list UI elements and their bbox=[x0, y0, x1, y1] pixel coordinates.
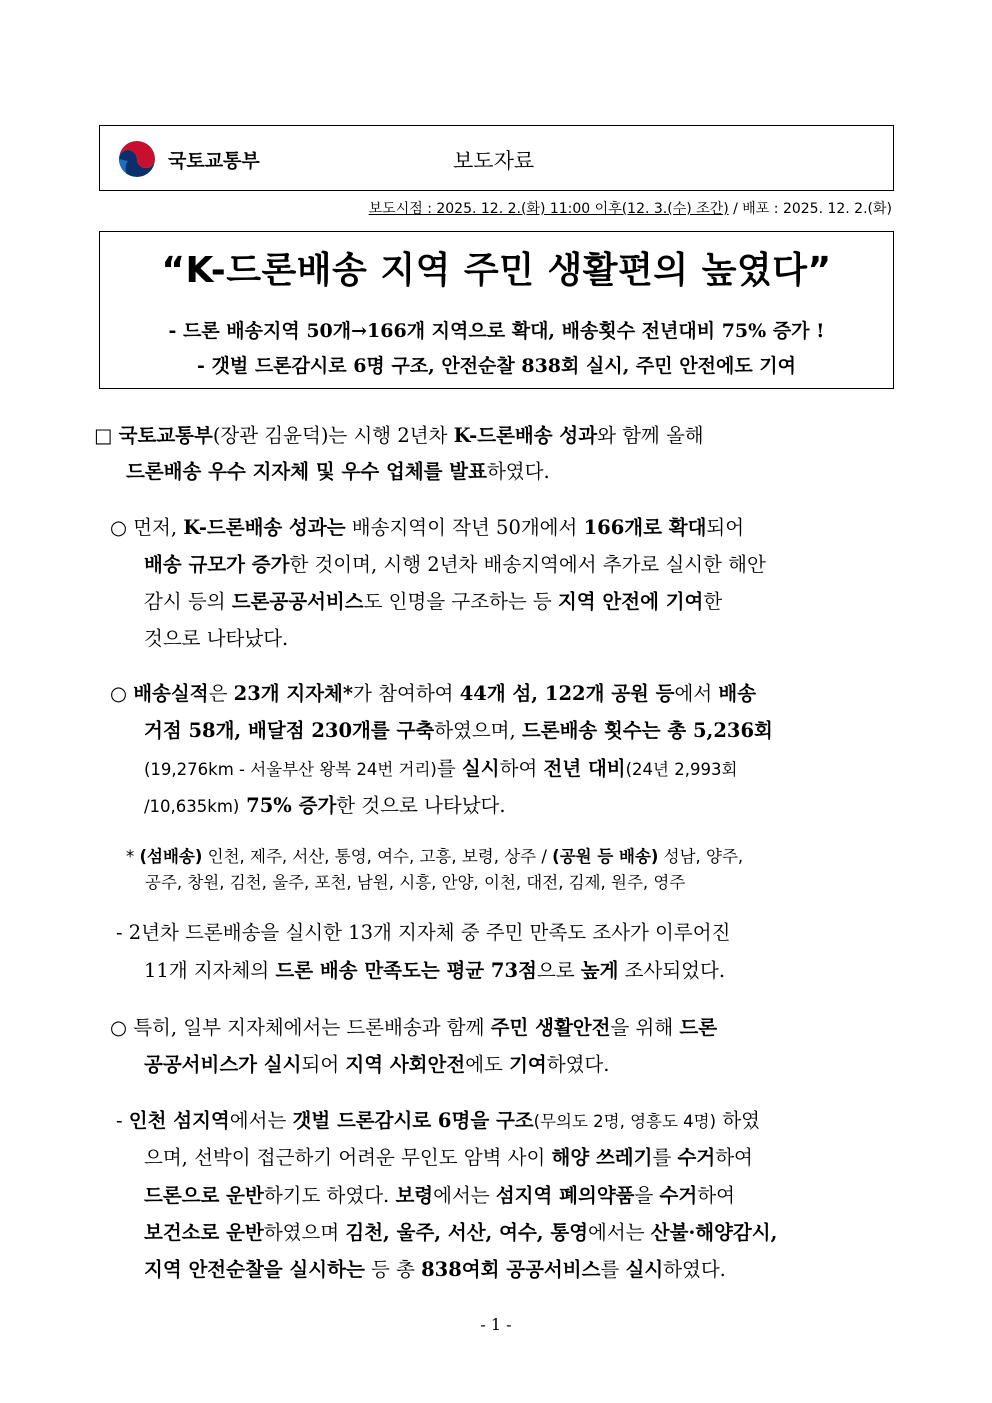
text-bold: 838여회 공공서비스 bbox=[421, 1258, 601, 1281]
text-bold: 보건소로 운반 bbox=[144, 1221, 264, 1244]
text-bold: 주민 생활안전 bbox=[490, 1016, 611, 1039]
text: 하기도 하였다. bbox=[263, 1184, 396, 1207]
text: 를 bbox=[600, 1258, 626, 1281]
text: 감시 등의 bbox=[144, 590, 232, 613]
text: 조사되었다. bbox=[618, 959, 726, 982]
text: 가 참여하여 bbox=[353, 682, 460, 705]
footnote-marker: * bbox=[126, 847, 135, 866]
dash-bullet: - bbox=[116, 921, 123, 944]
text-bold: 김천, 울주, 서산, 여수, 통영 bbox=[345, 1221, 589, 1244]
paragraph-6-line-1 bbox=[116, 1105, 760, 1133]
footnote-line-1 bbox=[126, 843, 743, 867]
dash-bullet: - bbox=[116, 1109, 123, 1132]
text: 하였다. bbox=[486, 460, 550, 483]
text-bold: 공공서비스가 실시 bbox=[144, 1053, 302, 1076]
text: 와 함께 올해 bbox=[597, 424, 704, 447]
paragraph-3-line-3 bbox=[144, 753, 737, 781]
text: 배송지역이 작년 50개에서 bbox=[345, 516, 584, 539]
text: 먼저, bbox=[133, 516, 184, 539]
text: 특히, 일부 지자체에서는 드론배송과 함께 bbox=[133, 1016, 491, 1039]
text: 한 것이며, 시행 2년차 배송지역에서 추가로 실시한 해안 bbox=[289, 553, 766, 576]
text: 에서는 bbox=[433, 1184, 496, 1207]
paragraph-6-line-3 bbox=[144, 1180, 735, 1208]
text: 도 인명을 구조하는 등 bbox=[363, 590, 558, 613]
paragraph-4-line-2 bbox=[144, 955, 725, 983]
text: 를 bbox=[436, 757, 462, 780]
ministry-name: 국토교통부 bbox=[168, 150, 260, 172]
paragraph-1-line-2 bbox=[126, 456, 550, 484]
square-bullet: □ bbox=[94, 424, 113, 447]
document-type: 보도자료 bbox=[453, 149, 535, 173]
circle-bullet: ○ bbox=[110, 682, 128, 705]
text-bold: 배송 규모가 증가 bbox=[144, 553, 290, 576]
text: 한 것으로 나타났다. bbox=[336, 794, 506, 817]
text-bold: K-드론배송 성과 bbox=[453, 424, 598, 447]
text: 은 bbox=[208, 682, 234, 705]
text: 하였으며 bbox=[263, 1221, 346, 1244]
text-bold: 섬지역 폐의약품 bbox=[495, 1184, 635, 1207]
text-small: (19,276km - 서울부산 왕복 24번 거리) bbox=[144, 760, 437, 779]
text-bold: 배송 bbox=[718, 682, 757, 705]
text-bold: 75% 증가 bbox=[239, 794, 337, 817]
text: 11개 지자체의 bbox=[144, 959, 276, 982]
paragraph-2-line-2 bbox=[144, 549, 766, 577]
paragraph-3-line-2 bbox=[144, 715, 773, 743]
paragraph-3-line-1 bbox=[110, 678, 756, 706]
text: (장관 김윤덕)는 시행 2년차 bbox=[212, 424, 454, 447]
text: 에서는 bbox=[229, 1109, 293, 1132]
text-bold: 드론공공서비스 bbox=[231, 590, 364, 613]
text-bold: 드론 bbox=[679, 1016, 718, 1039]
distribution-date: / 배포 : 2025. 12. 2.(화) bbox=[728, 201, 892, 217]
text: 으로 bbox=[536, 959, 581, 982]
text-bold: 보령 bbox=[395, 1184, 434, 1207]
text: 하였 bbox=[716, 1109, 760, 1132]
release-time: 보도시점 : 2025. 12. 2.(화) 11:00 이후(12. 3.(수) 조간) bbox=[368, 201, 729, 217]
text-bold: 지역 사회안전 bbox=[345, 1053, 466, 1076]
text-bold: 지역 안전에 기여 bbox=[557, 590, 704, 613]
text-bold: 인천 섬지역 bbox=[128, 1109, 230, 1132]
paragraph-6-line-4 bbox=[144, 1217, 777, 1245]
paragraph-3-line-4 bbox=[144, 790, 506, 818]
text-bold: 실시 bbox=[461, 757, 500, 780]
text: 것으로 나타났다. bbox=[144, 627, 289, 650]
circle-bullet: ○ bbox=[110, 516, 128, 539]
paragraph-6-line-2 bbox=[144, 1142, 753, 1170]
text: 에서 bbox=[674, 682, 719, 705]
text-bold: 거점 58개, 배달점 230개를 구축 bbox=[144, 719, 435, 742]
text: 하였다. bbox=[546, 1053, 610, 1076]
text-bold: 높게 bbox=[580, 959, 619, 982]
text-bold: 수거 bbox=[659, 1184, 698, 1207]
text-bold: 드론배송 횟수는 총 5,236회 bbox=[521, 719, 773, 742]
subtitle-2: - 갯벌 드론감시로 6명 구조, 안전순찰 838회 실시, 주민 안전에도 기여 bbox=[197, 355, 796, 377]
text-bold: 기여 bbox=[509, 1053, 547, 1076]
footnote-line-2 bbox=[145, 869, 685, 893]
paragraph-2-line-4 bbox=[144, 623, 288, 651]
text-bold: 166개로 확대 bbox=[583, 516, 707, 539]
text-bold: 갯벌 드론감시로 6명을 구조 bbox=[292, 1109, 534, 1132]
text: 를 bbox=[652, 1146, 678, 1169]
text-bold: 드론 배송 만족도는 평균 73점 bbox=[275, 959, 537, 982]
text-bold: 44개 섬, 122개 공원 등 bbox=[459, 682, 675, 705]
text: 인천, 제주, 서산, 통영, 여수, 고흥, 보령, 상주 / bbox=[202, 847, 553, 866]
text: 되어 bbox=[301, 1053, 346, 1076]
paragraph-5-line-1 bbox=[110, 1012, 717, 1040]
text: 하였으며, bbox=[434, 719, 522, 742]
text: 에도 bbox=[465, 1053, 510, 1076]
text: 하였다. bbox=[663, 1258, 726, 1281]
text-small: (무의도 2명, 영흥도 4명) bbox=[533, 1112, 717, 1131]
text: 하여 bbox=[499, 757, 544, 780]
page-number: - 1 - bbox=[480, 1315, 512, 1334]
text-bold: (섬배송) bbox=[139, 847, 203, 866]
text-bold: 국토교통부 bbox=[118, 424, 213, 447]
headline: “K-드론배송 지역 주민 생활편의 높였다” bbox=[161, 250, 832, 291]
text: 에서는 bbox=[588, 1221, 651, 1244]
text-bold: 산불·해양감시, bbox=[650, 1221, 778, 1244]
text-bold: (공원 등 배송) bbox=[552, 847, 659, 866]
paragraph-1-line-1 bbox=[94, 420, 704, 448]
text-bold: 실시 bbox=[625, 1258, 664, 1281]
paragraph-2-line-3 bbox=[144, 586, 722, 614]
paragraph-6-line-5 bbox=[144, 1254, 726, 1282]
paragraph-5-line-2 bbox=[144, 1049, 609, 1077]
text: 하여 bbox=[697, 1184, 735, 1207]
government-logo-icon bbox=[117, 139, 157, 179]
text-small: (24년 2,993회 bbox=[625, 760, 738, 779]
subtitle-1: - 드론 배송지역 50개→166개 지역으로 확대, 배송횟수 전년대비 75% 증가 ! bbox=[168, 320, 825, 342]
text: 을 위해 bbox=[610, 1016, 680, 1039]
release-line bbox=[369, 198, 892, 218]
text-bold: 해양 쓰레기 bbox=[551, 1146, 653, 1169]
text-bold: 수거 bbox=[677, 1146, 716, 1169]
text: 등 총 bbox=[364, 1258, 422, 1281]
text: 성남, 양주, bbox=[658, 847, 744, 866]
text: 되어 bbox=[706, 516, 745, 539]
text-bold: 드론배송 우수 지자체 및 우수 업체를 발표 bbox=[126, 460, 487, 483]
text: 2년차 드론배송을 실시한 13개 지자체 중 주민 만족도 조사가 이루어진 bbox=[128, 921, 731, 944]
text: 으며, 선박이 접근하기 어려운 무인도 암벽 사이 bbox=[144, 1146, 552, 1169]
text: 을 bbox=[634, 1184, 660, 1207]
circle-bullet: ○ bbox=[110, 1016, 128, 1039]
text-bold: 드론으로 운반 bbox=[144, 1184, 264, 1207]
text-bold: 지역 안전순찰을 실시하는 bbox=[144, 1258, 365, 1281]
text-bold: K-드론배송 성과는 bbox=[183, 516, 346, 539]
text: 하여 bbox=[715, 1146, 753, 1169]
text-bold: 배송실적 bbox=[133, 682, 209, 705]
text-bold: 23개 지자체* bbox=[233, 682, 354, 705]
text-small: /10,635km) bbox=[144, 797, 240, 816]
text-bold: 전년 대비 bbox=[543, 757, 626, 780]
text: 한 bbox=[703, 590, 723, 613]
paragraph-4-line-1 bbox=[116, 917, 730, 945]
text: 공주, 창원, 김천, 울주, 포천, 남원, 시흥, 안양, 이천, 대전, 김제, 원주, 영주 bbox=[145, 873, 686, 892]
paragraph-2-line-1 bbox=[110, 512, 744, 540]
